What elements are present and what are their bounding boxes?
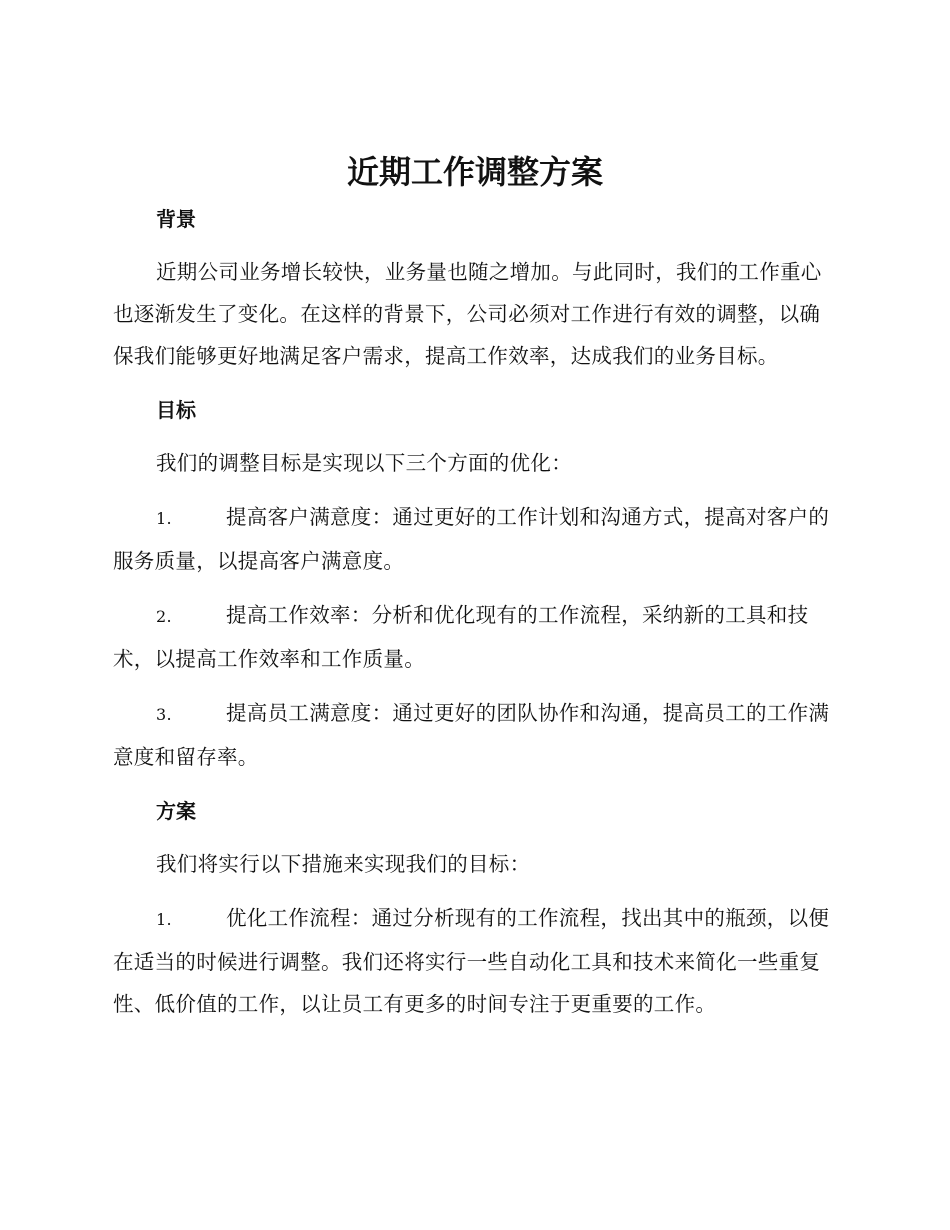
list-item-number: 3.	[156, 705, 172, 724]
list-item	[113, 496, 837, 582]
section-intro: 我们的调整目标是实现以下三个方面的优化：	[156, 451, 572, 475]
section-background	[113, 198, 837, 377]
section-heading: 背景	[156, 207, 196, 231]
section-paragraph: 近期公司业务增长较快，业务量也随之增加。与此同时，我们的工作重心也逐渐发生了变化。在这样的背景下，公司必须对工作进行有效的调整，以确保我们能够更好地满足客户需求，提高工作效率，达成我们的业务目标。	[113, 260, 822, 368]
list-item-text: 提高客户满意度：通过更好的工作计划和沟通方式，提高对客户的服务质量，以提高客户满意度。	[113, 505, 830, 573]
section-goals	[113, 389, 837, 778]
section-intro: 我们将实行以下措施来实现我们的目标：	[156, 852, 531, 876]
list-item-number: 2.	[156, 607, 172, 626]
list-item	[113, 594, 837, 680]
list-item-number: 1.	[156, 910, 172, 929]
list-item-text: 提高工作效率：分析和优化现有的工作流程，采纳新的工具和技术，以提高工作效率和工作质量。	[113, 603, 809, 671]
section-heading: 目标	[156, 398, 196, 422]
section-heading: 方案	[156, 799, 196, 823]
list-item-number: 1.	[156, 509, 172, 528]
list-item	[113, 692, 837, 778]
document-body	[113, 198, 837, 1037]
list-item-text: 提高员工满意度：通过更好的团队协作和沟通，提高员工的工作满意度和留存率。	[113, 701, 830, 769]
document-title: 近期工作调整方案	[346, 153, 603, 191]
section-plan	[113, 790, 837, 1025]
list-item	[113, 897, 837, 1025]
list-item-text: 优化工作流程：通过分析现有的工作流程，找出其中的瓶颈，以便在适当的时候进行调整。我们还将实行一些自动化工具和技术来简化一些重复性、低价值的工作，以让员工有更多的时间专注于更重要的工作。	[113, 906, 830, 1016]
